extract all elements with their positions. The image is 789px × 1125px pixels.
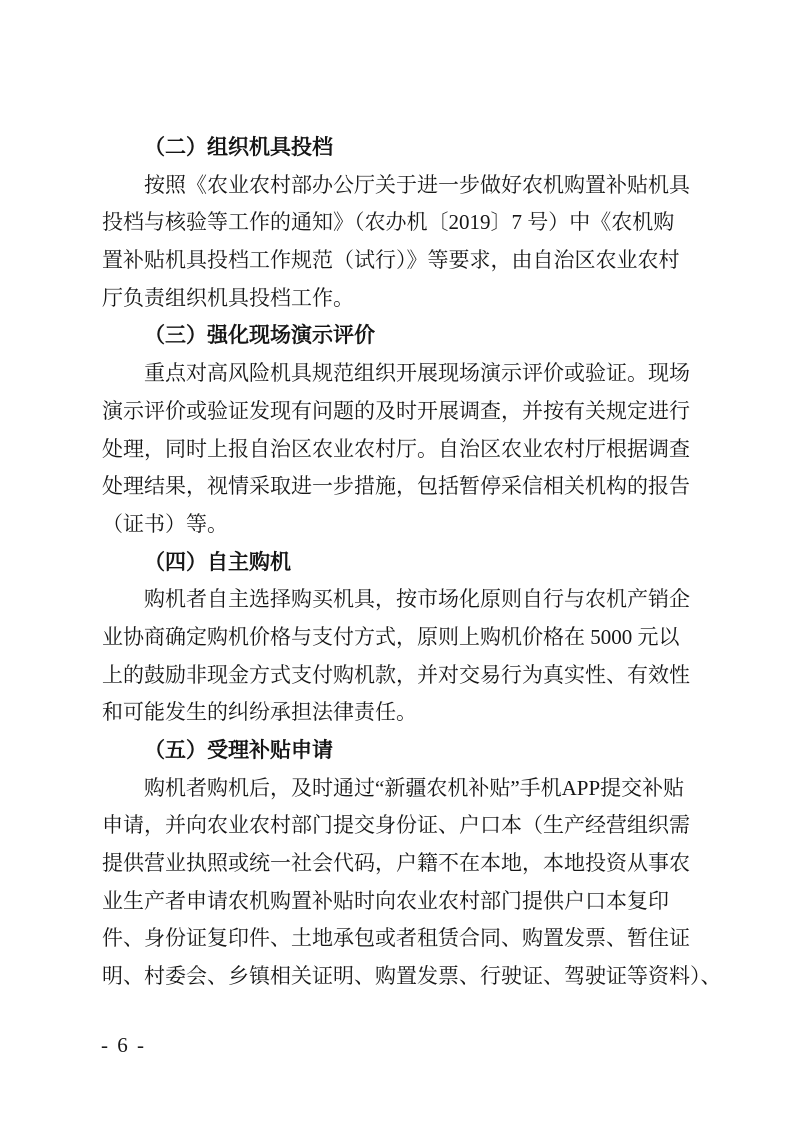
paragraph-line: 和可能发生的纠纷承担法律责任。: [102, 700, 417, 725]
section-heading: （五）受理补贴申请: [144, 738, 333, 762]
section-2: [102, 129, 690, 317]
section-heading: （二）组织机具投档: [144, 135, 333, 159]
section-4: [102, 544, 690, 732]
paragraph-line: 业协商确定购机价格与支付方式，原则上购机价格在 5000 元以: [102, 624, 680, 649]
section-5: [102, 732, 722, 996]
document-body: [102, 129, 722, 996]
paragraph-line: 购机者自主选择购买机具，按市场化原则自行与农机产销企: [144, 587, 690, 612]
paragraph-line: 明、村委会、乡镇相关证明、购置发票、行驶证、驾驶证等资料）、: [102, 964, 722, 989]
paragraph-line: 厅负责组织机具投档工作。: [102, 285, 354, 310]
paragraph-line: （证书）等。: [102, 511, 228, 536]
section-3: [102, 317, 690, 543]
section-heading: （三）强化现场演示评价: [144, 323, 375, 348]
section-heading: （四）自主购机: [144, 549, 291, 574]
paragraph-line: 处理，同时上报自治区农业农村厅。自治区农业农村厅根据调查: [102, 436, 690, 461]
page-number: - 6 -: [101, 1033, 146, 1057]
paragraph-line: 件、身份证复印件、土地承包或者租赁合同、购置发票、暂住证: [102, 926, 690, 951]
paragraph-line: 提供营业执照或统一社会代码，户籍不在本地，本地投资从事农: [102, 851, 690, 876]
paragraph-line: 上的鼓励非现金方式支付购机款，并对交易行为真实性、有效性: [102, 662, 690, 687]
paragraph-line: 购机者购机后，及时通过“新疆农机补贴”手机APP提交补贴: [144, 775, 685, 800]
paragraph-line: 投档与核验等工作的通知》（农办机〔2019〕7 号）中《农机购: [102, 210, 675, 235]
paragraph-line: 演示评价或验证发现有问题的及时开展调查，并按有关规定进行: [102, 398, 690, 423]
paragraph-line: 重点对高风险机具规范组织开展现场演示评价或验证。现场: [144, 361, 690, 386]
paragraph-line: 按照《农业农村部办公厅关于进一步做好农机购置补贴机具: [144, 172, 690, 197]
paragraph-line: 置补贴机具投档工作规范（试行）》等要求，由自治区农业农村: [102, 248, 680, 273]
paragraph-line: 申请，并向农业农村部门提交身份证、户口本（生产经营组织需: [102, 813, 690, 838]
paragraph-line: 业生产者申请农机购置补贴时向农业农村部门提供户口本复印: [102, 888, 669, 913]
paragraph-line: 处理结果，视情采取进一步措施，包括暂停采信相关机构的报告: [102, 474, 690, 499]
